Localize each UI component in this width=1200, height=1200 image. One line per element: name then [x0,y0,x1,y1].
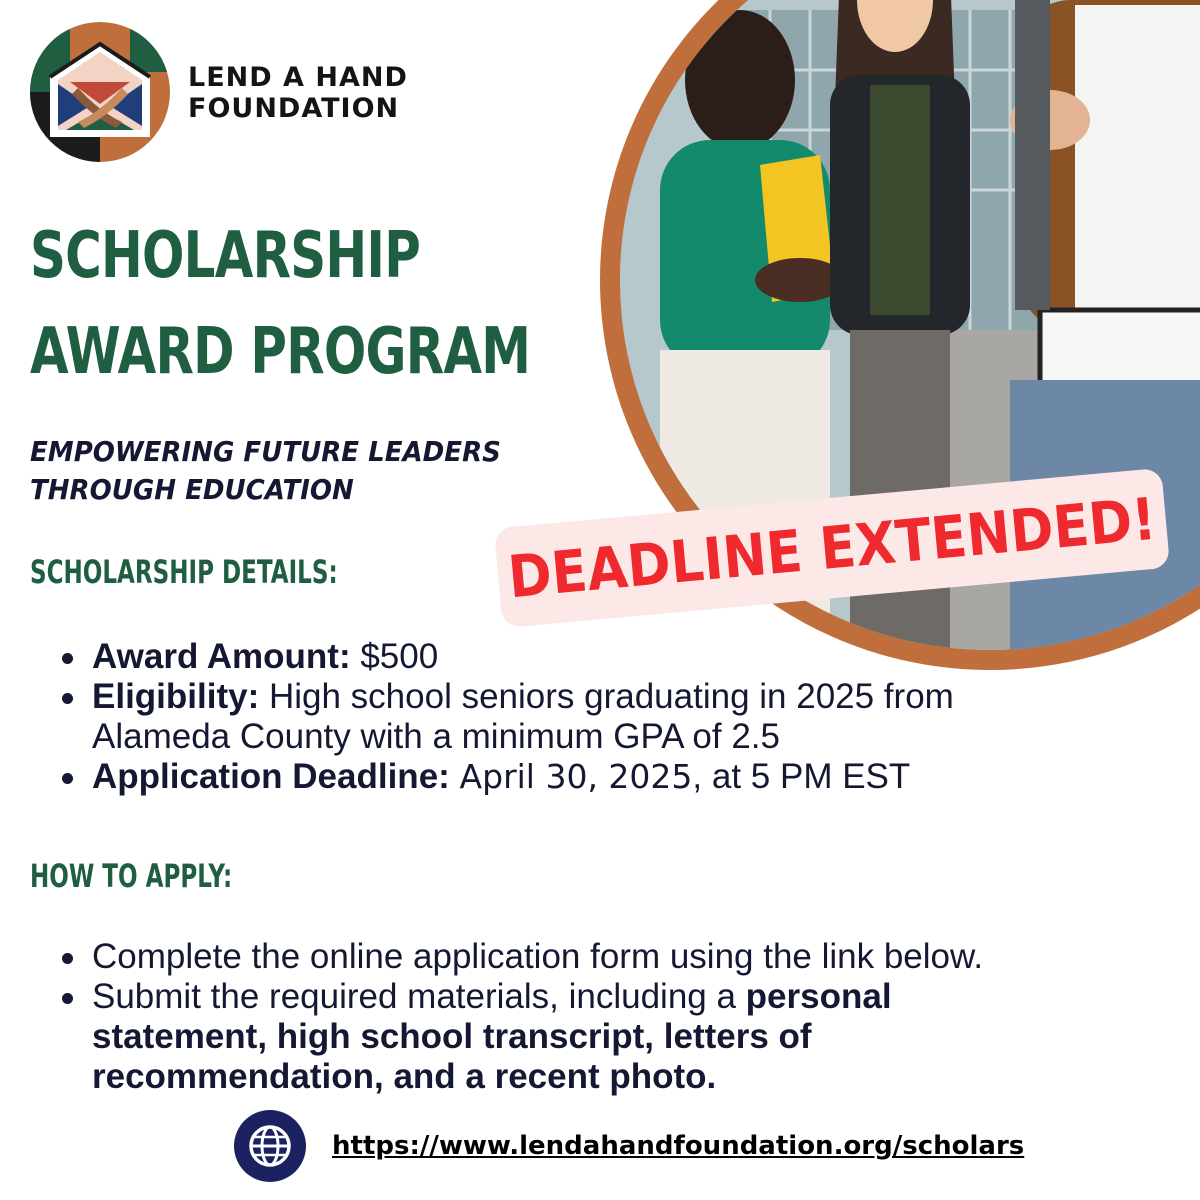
apply-list [62,937,1142,1097]
organization-name-line1: LEND A HAND [188,62,408,93]
page-title-line1: SCHOLARSHIP [30,219,420,293]
house-with-hands-logo-icon [30,22,170,162]
required-materials: personal statement, high school transcript, letters of recommendation, and a recent photo. [92,977,892,1096]
details-heading: SCHOLARSHIP DETAILS: [30,553,338,591]
eligibility-label: Eligibility: [92,677,260,716]
page-title-line2: AWARD PROGRAM [30,315,531,389]
application-deadline-label: Application Deadline: [92,757,450,796]
list-item [62,977,1012,1097]
page-title [30,208,530,400]
details-list [62,637,982,797]
scholarship-link[interactable]: https://www.lendahandfoundation.org/scholars [332,1131,1025,1161]
globe-icon [234,1110,306,1182]
organization-name-line2: FOUNDATION [188,93,400,124]
award-amount-label: Award Amount: [92,637,351,676]
eligibility-value: High school seniors graduating in 2025 from Alameda County with a minimum GPA of 2.5 [92,677,954,756]
application-deadline-value: , at 5 PM EST [692,757,911,796]
tagline [30,433,501,509]
apply-step-text: Submit the required materials, including a [92,977,746,1016]
deadline-extended-text: DEADLINE EXTENDED! [505,484,1159,612]
foundation-logo [30,22,170,162]
how-to-apply-heading: HOW TO APPLY: [30,857,233,895]
tagline-line1: EMPOWERING FUTURE LEADERS [30,435,501,468]
list-item [62,757,922,797]
award-amount-value: $500 [360,637,439,676]
tagline-line2: THROUGH EDUCATION [30,473,354,506]
apply-step-text: Complete the online application form using the link below. [92,937,984,976]
application-deadline-date: April 30, 2025 [459,757,693,796]
organization-name [188,62,408,124]
list-item [62,937,1142,977]
list-item [62,677,982,757]
list-item [62,637,982,677]
